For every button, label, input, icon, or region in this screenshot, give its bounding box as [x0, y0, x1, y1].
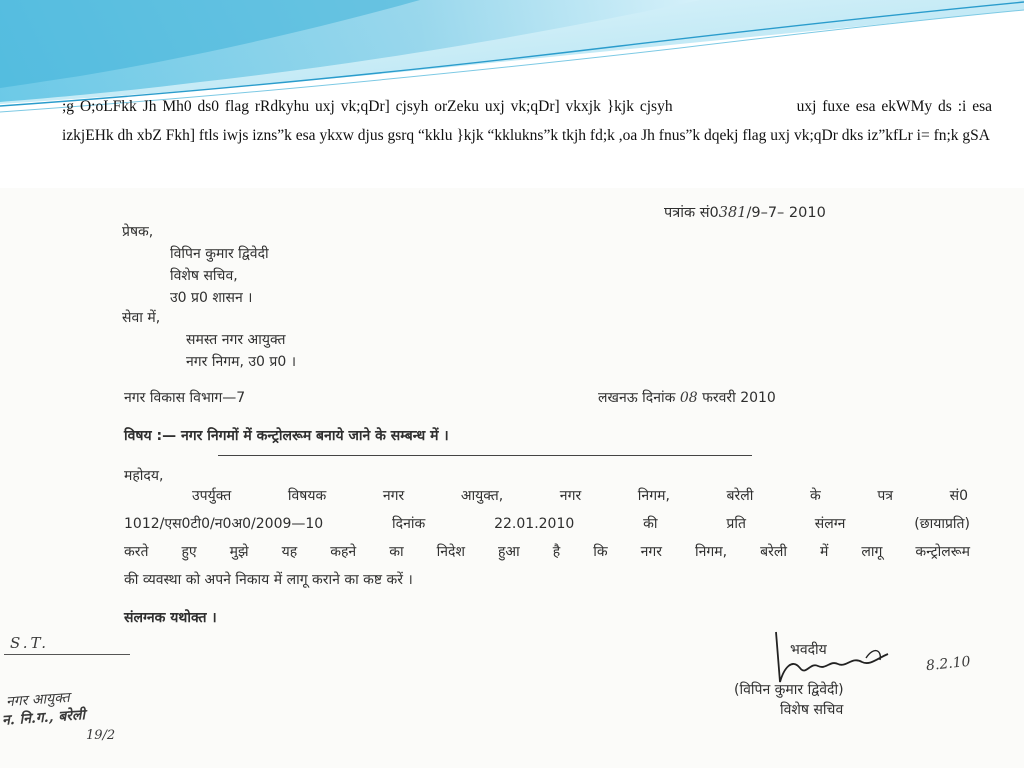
signature-scribble: [770, 628, 920, 688]
recipient-line1: समस्त नगर आयुक्त: [186, 332, 286, 348]
slide-caption: [62, 92, 992, 150]
reference-prefix: पत्रांक सं0: [664, 205, 719, 221]
margin-note-line2: न. नि.ग., बरेली: [1, 707, 86, 729]
sender-label: प्रेषक,: [122, 224, 154, 240]
body-line-2: 1012/एस0टी0/न0अ0/2009—10 दिनांक 22.01.2010 की प्रति संलग्न (छायाप्रति): [124, 516, 970, 532]
reference-number: [664, 202, 826, 222]
enclosure-note: संलग्नक यथोक्त ।: [124, 610, 217, 626]
margin-note-line3: 19/2: [86, 728, 116, 743]
signature-date: 8.2.10: [925, 653, 972, 675]
body-line-1: उपर्युक्त विषयक नगर आयुक्त, नगर निगम, बरेली के पत्र सं0: [192, 488, 968, 504]
recipient-line2: नगर निगम, उ0 प्र0 ।: [186, 354, 297, 370]
sender-designation: विशेष सचिव,: [170, 268, 238, 284]
department: नगर विकास विभाग—7: [124, 390, 246, 406]
body-line-3: करते हुए मुझे यह कहने का निदेश हुआ है कि नगर निगम, बरेली में लागू कन्ट्रोलरूम: [124, 544, 970, 560]
reference-handwritten-number: 381: [718, 205, 747, 221]
place-date: [598, 388, 776, 407]
margin-note-line1: नगर आयुक्त: [5, 689, 71, 711]
margin-note-st: S.T.: [10, 634, 50, 652]
signer-name: (विपिन कुमार द्विवेदी): [734, 682, 844, 698]
caption-rest: ekWMy ds :i esa izkjEHk dh xbZ Fkh] ftls iwjs izns”k esa ykxw djus gsrq “kklu }kjk “kklukns”k tkjh fd;k ,oa Jh fnus”k dqekj flag uxj vk;qDr dks iz”kfLr i= fn;k gSA: [62, 98, 992, 144]
reference-date: /9–7– 2010: [746, 205, 826, 221]
place-date-prefix: लखनऊ दिनांक: [598, 390, 676, 406]
subject-underline: [218, 455, 752, 456]
subject-line: विषय :— नगर निगमों में कन्ट्रोलरूम बनाये जाने के सम्बन्ध में ।: [124, 428, 449, 444]
to-label: सेवा में,: [122, 310, 161, 326]
caption-line1-left: ;g O;oLFkk Jh Mh0 ds0 flag rRdkyhu uxj vk;qDr] cjsyh orZeku uxj vk;qDr] vkxjk }kjk cjsyh: [62, 98, 673, 115]
sender-office: उ0 प्र0 शासन ।: [170, 290, 253, 306]
place-date-suffix: फरवरी 2010: [702, 390, 776, 406]
closing: भवदीय: [790, 642, 827, 658]
place-date-handwritten-day: 08: [679, 390, 698, 406]
signer-designation: विशेष सचिव: [780, 702, 844, 718]
body-line-4: की व्यवस्था को अपने निकाय में लागू कराने का कष्ट करें ।: [124, 572, 413, 588]
margin-note-underline: [4, 654, 130, 655]
sender-name: विपिन कुमार द्विवेदी: [170, 246, 269, 262]
scanned-letter: [0, 188, 1024, 768]
salutation: महोदय,: [124, 468, 164, 484]
caption-line1-right: uxj fuxe esa: [796, 98, 876, 115]
